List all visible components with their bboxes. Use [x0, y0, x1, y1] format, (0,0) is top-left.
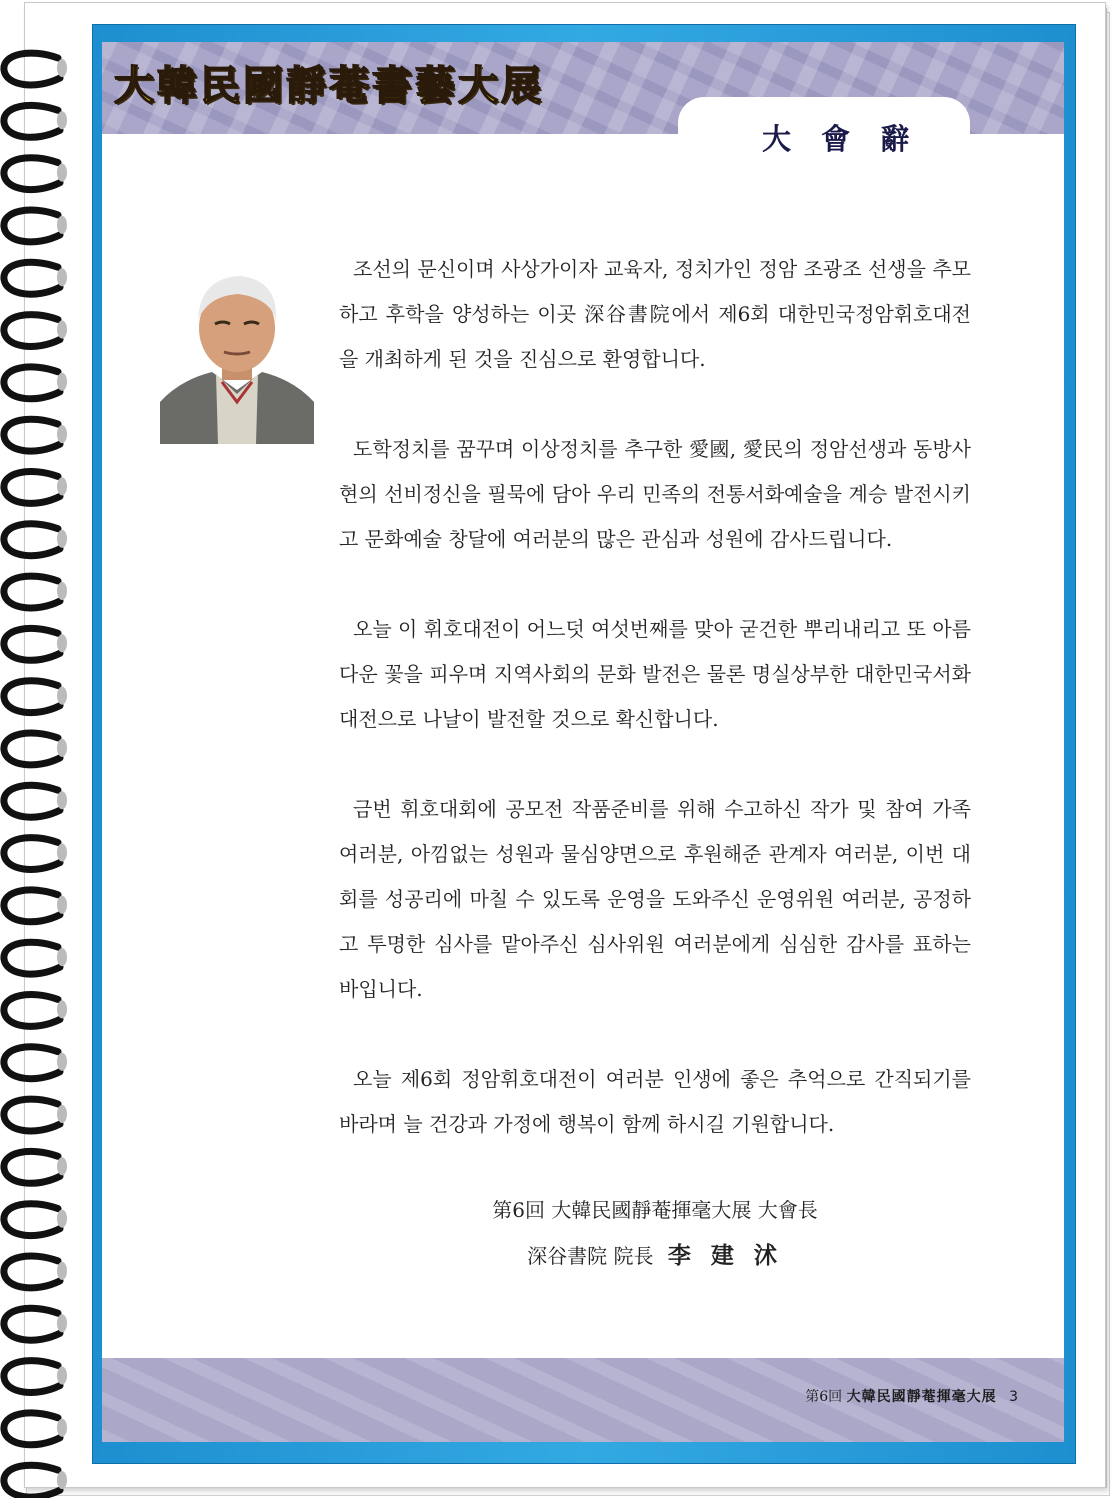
footer-title: 大韓民國靜菴揮毫大展	[846, 1389, 997, 1405]
signature-line	[339, 1233, 971, 1279]
spiral-ring	[4, 942, 60, 974]
punch-hole	[57, 948, 67, 966]
page-title: 大 會 辭	[762, 122, 920, 156]
spiral-ring	[4, 53, 60, 85]
spiral-ring	[4, 210, 60, 242]
punch-hole	[57, 164, 67, 182]
punch-hole	[57, 111, 67, 129]
spiral-ring	[4, 681, 60, 713]
spiral-ring	[4, 995, 60, 1027]
spiral-ring	[4, 524, 60, 556]
spiral-ring	[4, 1047, 60, 1079]
spiral-ring	[4, 262, 60, 294]
punch-hole	[57, 216, 67, 234]
spiral-ring	[4, 838, 60, 870]
paragraph: 금번 휘호대회에 공모전 작품준비를 위해 수고하신 작가 및 참여 가족 여러분, 아낌없는 성원과 물심양면으로 후원해준 관계자 여러분, 이번 대회를 성공리에 마칠 수 있도록 운영을 도와주신 운영위원 여러분, 공정하고 투명한 심사를 맡아주신 심사위원 여러분에게 심심한 감사를 표하는 바입니다.	[339, 797, 971, 1001]
signature-affiliation: 深谷書院 院長	[527, 1244, 654, 1268]
punch-hole	[57, 739, 67, 757]
signature-title: 第6回 大韓民國靜菴揮毫大展 大會長	[492, 1198, 818, 1222]
signature-name: 李 建 沭	[667, 1242, 783, 1269]
spiral-ring	[4, 733, 60, 765]
footer-caption	[805, 1386, 1018, 1406]
punch-hole	[57, 1210, 67, 1228]
page-number: 3	[1009, 1389, 1018, 1405]
punch-hole	[57, 373, 67, 391]
punch-hole	[57, 1314, 67, 1332]
punch-hole	[57, 582, 67, 600]
punch-hole	[57, 687, 67, 705]
paragraph: 오늘 제6회 정암휘호대전이 여러분 인생에 좋은 추억으로 간직되기를 바라며 늘 건강과 가정에 행복이 함께 하시길 기원합니다.	[339, 1067, 971, 1136]
punch-hole	[57, 791, 67, 809]
spiral-ring	[4, 785, 60, 817]
punch-hole	[57, 1471, 67, 1489]
spiral-ring	[4, 158, 60, 190]
spiral-ring	[4, 367, 60, 399]
portrait-icon	[160, 262, 314, 444]
punch-hole	[57, 896, 67, 914]
punch-hole	[57, 425, 67, 443]
paragraph: 조선의 문신이며 사상가이자 교육자, 정치가인 정암 조광조 선생을 추모하고 후학을 양성하는 이곳 深谷書院에서 제6회 대한민국정암휘호대전을 개최하게 된 것을 진심으로 환영합니다.	[339, 257, 971, 371]
paragraph: 도학정치를 꿈꾸며 이상정치를 추구한 愛國, 愛民의 정암선생과 동방사현의 선비정신을 필묵에 담아 우리 민족의 전통서화예술을 계승 발전시키고 문화예술 창달에 여러분의 많은 관심과 성원에 감사드립니다.	[339, 437, 971, 551]
spiral-binding	[0, 0, 80, 1498]
spiral-ring	[4, 1361, 60, 1393]
punch-hole	[57, 477, 67, 495]
spiral-ring	[4, 1465, 60, 1497]
spiral-ring	[4, 1099, 60, 1131]
spiral-ring	[4, 419, 60, 451]
spiral-ring	[4, 472, 60, 504]
spiral-ring	[4, 1413, 60, 1445]
page-content	[102, 42, 1064, 1442]
punch-hole	[57, 1000, 67, 1018]
spiral-ring	[4, 1308, 60, 1340]
spiral-ring	[4, 1204, 60, 1236]
punch-hole	[57, 1053, 67, 1071]
signature-block	[339, 1188, 971, 1279]
spiral-ring	[4, 576, 60, 608]
portrait-photo	[160, 262, 314, 444]
punch-hole	[57, 844, 67, 862]
spiral-ring	[4, 890, 60, 922]
punch-hole	[57, 1157, 67, 1175]
footer-edition: 第6回	[805, 1389, 843, 1405]
punch-hole	[57, 268, 67, 286]
spiral-ring	[4, 1151, 60, 1183]
punch-hole	[57, 1367, 67, 1385]
punch-hole	[57, 634, 67, 652]
punch-hole	[57, 59, 67, 77]
spiral-ring	[4, 105, 60, 137]
punch-hole	[57, 1419, 67, 1437]
punch-hole	[57, 1105, 67, 1123]
spiral-ring	[4, 315, 60, 347]
exhibition-title: 大韓民國靜菴書藝大展	[114, 62, 544, 109]
paragraph: 오늘 이 휘호대전이 어느덧 여섯번째를 맞아 굳건한 뿌리내리고 또 아름다운 꽃을 피우며 지역사회의 문화 발전은 물론 명실상부한 대한민국서화대전으로 나날이 발전할 것으로 확신합니다.	[339, 617, 971, 731]
punch-hole	[57, 1262, 67, 1280]
punch-hole	[57, 321, 67, 339]
address-body	[339, 247, 971, 1192]
spiral-ring	[4, 628, 60, 660]
punch-hole	[57, 530, 67, 548]
spiral-ring	[4, 1256, 60, 1288]
